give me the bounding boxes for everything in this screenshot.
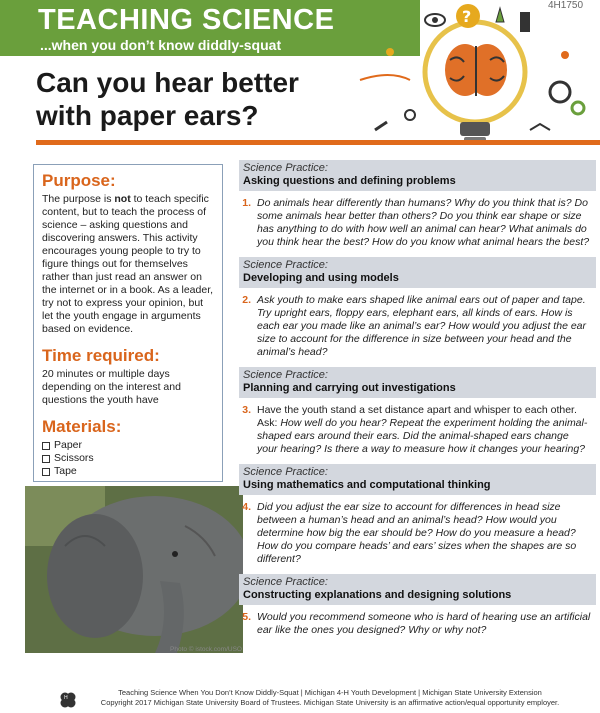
material-label: Scissors bbox=[54, 452, 94, 464]
arc-icon bbox=[360, 75, 410, 80]
time-text: 20 minutes or multiple days depending on the interest and questions the youth have bbox=[42, 368, 181, 406]
practice-section bbox=[239, 257, 596, 367]
practice-number: 3. bbox=[242, 404, 251, 416]
elephant-photo bbox=[25, 486, 243, 653]
practice-header bbox=[239, 160, 596, 191]
practice-title: Asking questions and defining problems bbox=[243, 175, 456, 187]
purpose-heading: Purpose: bbox=[42, 171, 116, 190]
page-title: Can you hear better with paper ears? bbox=[36, 67, 299, 131]
practice-text-italic: How well do you hear? Repeat the experiment holding the animal-shaped ears around their ears. Did the animal-shaped ears change your hearing? Is there a way to measure how it changes your hearing? bbox=[257, 417, 588, 455]
practice-header bbox=[239, 464, 596, 495]
practice-text bbox=[257, 404, 592, 456]
practices-list bbox=[239, 160, 596, 645]
practice-label: Science Practice: bbox=[243, 259, 328, 271]
practice-text: Would you recommend someone who is hard of hearing use an artificial ear like the ones you designed? Why or why not? bbox=[257, 611, 591, 636]
practice-section bbox=[239, 160, 596, 257]
practice-title: Planning and carrying out investigations bbox=[243, 382, 456, 394]
purpose-text-before: The purpose is bbox=[42, 193, 115, 205]
practice-title: Constructing explanations and designing solutions bbox=[243, 589, 512, 601]
practice-label: Science Practice: bbox=[243, 369, 328, 381]
practice-text: Ask youth to make ears shaped like animal ears out of paper and tape. Try upright ears, floppy ears, elephant ears, all kinds of ears. How is each ear you made like an animal’s ear? How would you adjust the ear size to account for the difference in size between your head and the animal’s head? bbox=[257, 294, 586, 358]
practice-body bbox=[239, 191, 596, 257]
purpose-text bbox=[42, 193, 214, 336]
practice-title: Developing and using models bbox=[243, 272, 399, 284]
footer-line-2: Copyright 2017 Michigan State University Board of Trustees. Michigan State University is an affirmative action/equal opportunity employer. bbox=[100, 698, 560, 707]
materials-heading: Materials: bbox=[42, 417, 122, 436]
practice-title: Using mathematics and computational thinking bbox=[243, 479, 491, 491]
brain-right-icon bbox=[467, 44, 507, 96]
practice-label: Science Practice: bbox=[243, 576, 328, 588]
bulb-base-icon bbox=[460, 122, 490, 136]
flask-icon bbox=[496, 8, 504, 22]
practice-body bbox=[239, 605, 596, 645]
checkbox-icon bbox=[42, 468, 50, 476]
purpose-text-bold: not bbox=[114, 193, 131, 205]
pencil-icon bbox=[375, 122, 387, 130]
practice-header bbox=[239, 367, 596, 398]
material-item bbox=[42, 465, 214, 478]
small-gear-icon bbox=[572, 102, 584, 114]
purpose-text-after: to teach specific content, but to teach the process of science – asking questions and discovering answers. This activity encourages young people to try to figure things out for themselves rather than just read an answer on the internet or in a book. As a leader, try not to express your opinion, but let the youth engage in arguments based on evidence. bbox=[42, 193, 214, 335]
material-label: Paper bbox=[54, 439, 83, 451]
gear-icon bbox=[550, 82, 570, 102]
practice-text: Do animals hear differently than humans? Why do you think that is? Do some animals hear better than others? Do you think ear shape or size has anything to do with how well an animal can hear? What animals do you think hear the best? How do you know what animal hears the best? bbox=[257, 197, 590, 248]
practice-label: Science Practice: bbox=[243, 162, 328, 174]
svg-text:?: ? bbox=[462, 7, 472, 26]
practice-section bbox=[239, 367, 596, 464]
material-label: Tape bbox=[54, 465, 77, 477]
footer-line-1: Teaching Science When You Don’t Know Diddly-Squat | Michigan 4-H Youth Development | Michigan State University Extension bbox=[118, 688, 542, 697]
practice-text-plain: Have the youth stand a set distance apart and whisper to each other. Ask: bbox=[257, 404, 577, 429]
orange-divider bbox=[36, 140, 600, 145]
practice-header bbox=[239, 257, 596, 288]
material-item bbox=[42, 439, 214, 452]
practice-body bbox=[239, 398, 596, 464]
practice-label: Science Practice: bbox=[243, 466, 328, 478]
elephant-ear-icon bbox=[47, 514, 143, 638]
time-heading: Time required: bbox=[42, 346, 160, 365]
practice-number: 2. bbox=[242, 294, 251, 306]
svg-text:H: H bbox=[64, 695, 68, 701]
practice-section bbox=[239, 464, 596, 574]
microscope-icon bbox=[520, 12, 530, 32]
practice-number: 1. bbox=[242, 197, 251, 209]
footer bbox=[0, 688, 600, 708]
dot-icon bbox=[386, 48, 394, 56]
practice-text: Did you adjust the ear size to account for differences in head size between a human’s head and an animal’s head? How would you determine how big the ear should be? How do you measure a head? How do you compare heads’ and ears’ sizes when the shapes are so different? bbox=[257, 501, 577, 565]
purpose-box bbox=[33, 164, 223, 482]
practice-number: 5. bbox=[242, 611, 251, 623]
practice-body bbox=[239, 495, 596, 574]
checkbox-icon bbox=[42, 442, 50, 450]
science-brain-illustration bbox=[350, 0, 600, 150]
material-item bbox=[42, 452, 214, 465]
photo-credit: Photo © istock.com/USO bbox=[170, 646, 242, 653]
practice-header bbox=[239, 574, 596, 605]
practice-number: 4. bbox=[242, 501, 251, 513]
practice-body bbox=[239, 288, 596, 367]
publication-code: 4H1750 bbox=[548, 0, 584, 11]
elephant-eye-icon bbox=[172, 551, 178, 557]
practice-section bbox=[239, 574, 596, 645]
brand-title: TEACHING SCIENCE bbox=[38, 4, 335, 36]
graph-icon bbox=[530, 124, 550, 130]
brand-subtitle: ...when you don’t know diddly-squat bbox=[40, 37, 282, 53]
checkbox-icon bbox=[42, 455, 50, 463]
